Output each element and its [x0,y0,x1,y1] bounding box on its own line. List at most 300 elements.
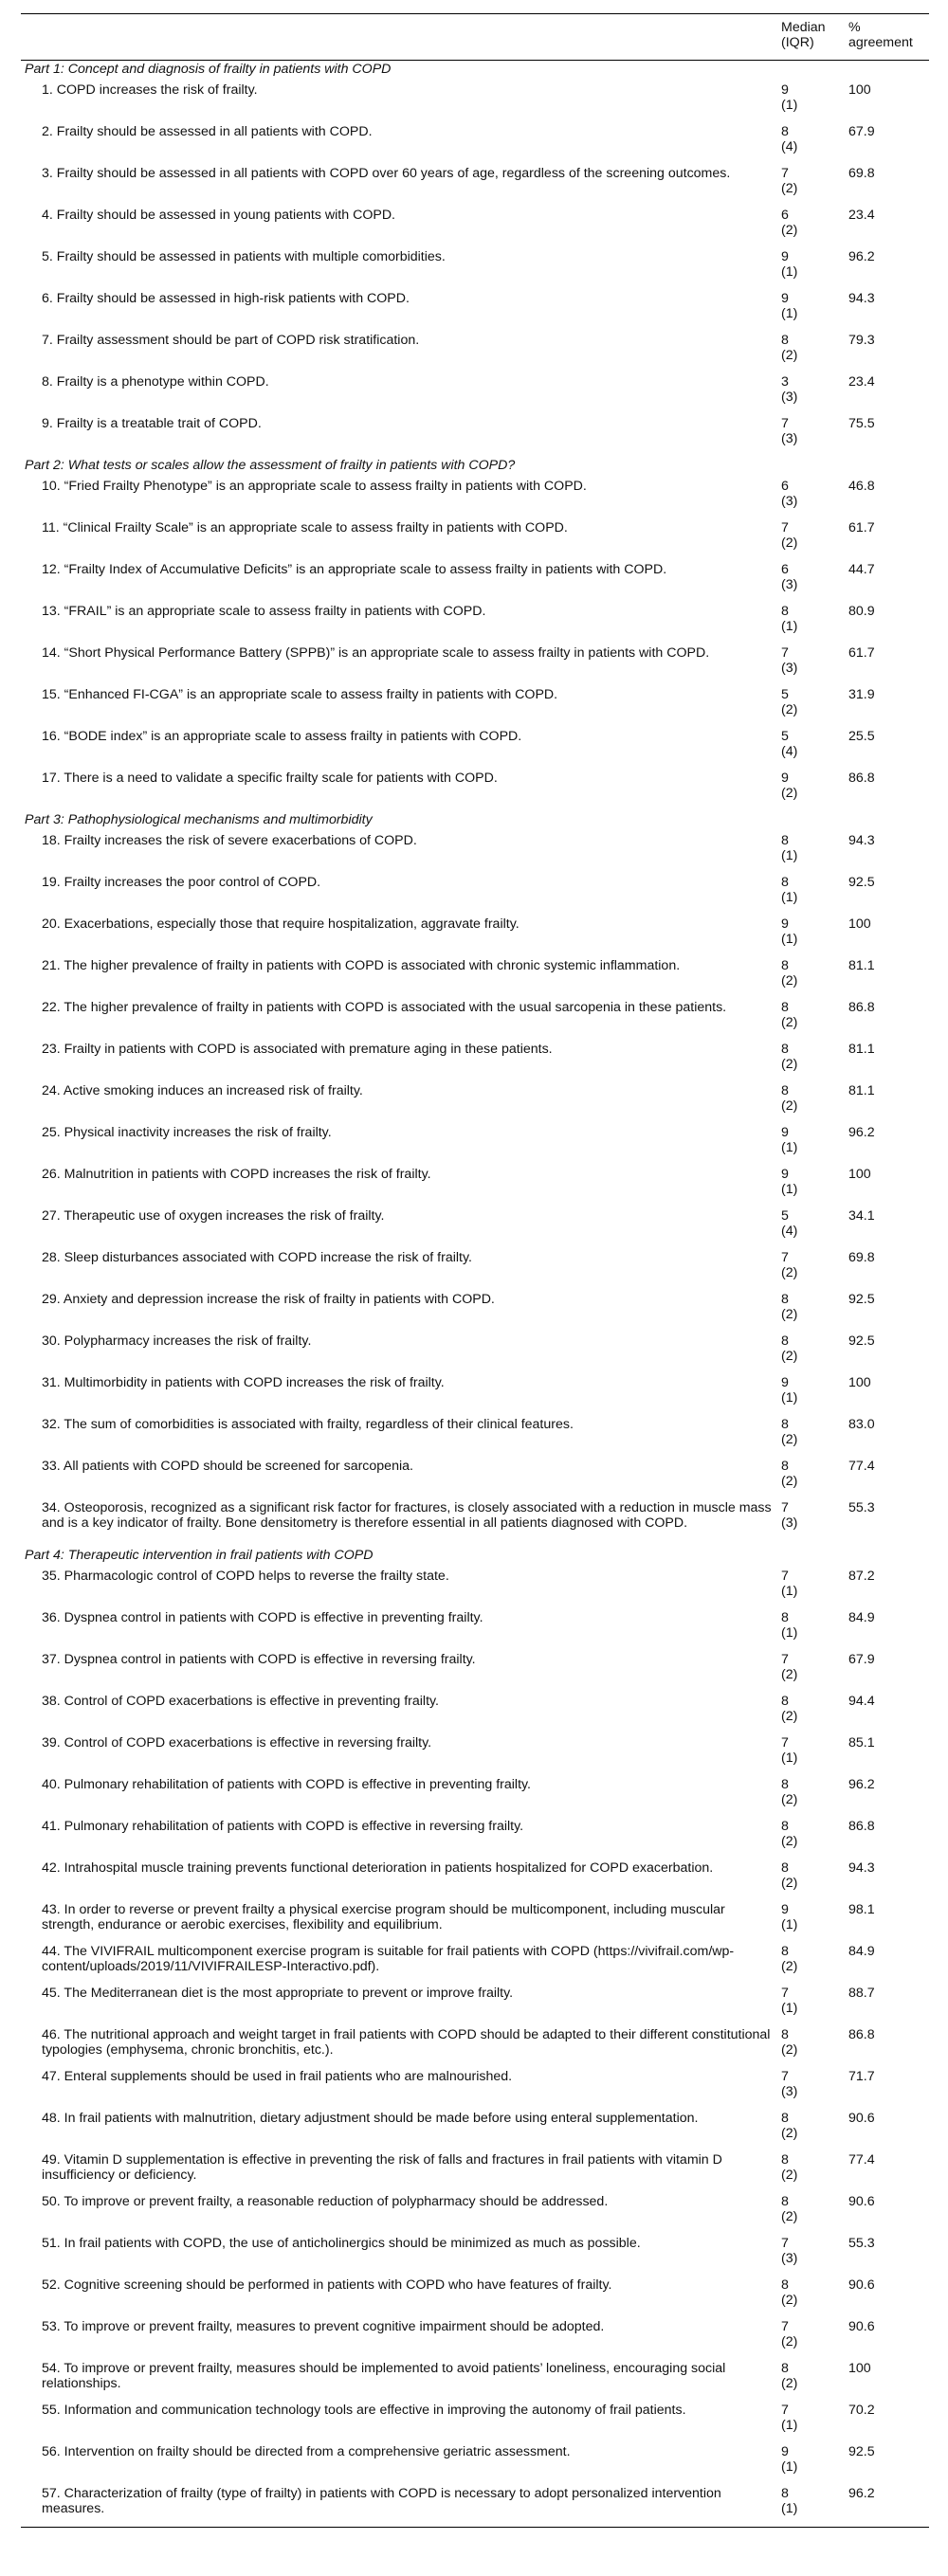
table-row [21,1943,929,1985]
iqr-value: (1) [781,2458,798,2475]
median-value: 9 [781,916,789,932]
table-row [21,1985,929,2026]
iqr-value: (1) [781,1181,798,1197]
statement-text: 28. Sleep disturbances associated with COPD increase the risk of frailty. [42,1250,472,1265]
agreement-value: 90.6 [848,2277,875,2293]
table-row [21,686,929,728]
iqr-value: (2) [781,2333,798,2349]
agreement-value: 61.7 [848,520,875,535]
median-value: 8 [781,604,789,619]
agreement-value: 81.1 [848,1042,875,1057]
table-row [21,373,929,415]
median-value: 8 [781,333,789,348]
agreement-value: 94.3 [848,291,875,306]
iqr-value: (1) [781,2500,798,2516]
iqr-value: (2) [781,1056,798,1072]
iqr-value: (2) [781,1431,798,1447]
table-row [21,1458,929,1499]
iqr-value: (4) [781,138,798,154]
statement-text: 24. Active smoking induces an increased risk of frailty. [42,1083,363,1098]
statement-text: 42. Intrahospital muscle training prevents functional deterioration in patients hospitalized for COPD exacerbation. [42,1860,714,1876]
iqr-value: (2) [781,1958,798,1974]
agreement-value: 88.7 [848,1986,875,2001]
median-value: 7 [781,645,789,661]
median-value: 8 [781,2361,789,2376]
iqr-value: (2) [781,1264,798,1280]
statement-text: 35. Pharmacologic control of COPD helps to reverse the frailty state. [42,1569,449,1584]
table-row [21,415,929,457]
table-row [21,728,929,770]
statement-text: 39. Control of COPD exacerbations is effective in reversing frailty. [42,1735,432,1751]
statement-text: 32. The sum of comorbidities is associated with frailty, regardless of their clinical features. [42,1417,574,1432]
agreement-value: 61.7 [848,645,875,661]
median-value: 9 [781,1902,789,1917]
statement-text: 34. Osteoporosis, recognized as a significant risk factor for fractures, is closely associated with a reduction in muscle mass and is a key indicator of frailty. Bone densitometry is therefore essential in all patients diagnosed with COPD. [42,1500,772,1531]
iqr-value: (1) [781,618,798,634]
statement-text: 21. The higher prevalence of frailty in patients with COPD is associated with chronic systemic inflammation. [42,958,681,973]
statement-text: 52. Cognitive screening should be performed in patients with COPD who have features of frailty. [42,2277,612,2293]
table-row [21,123,929,165]
median-value: 7 [781,1250,789,1265]
agreement-value: 79.3 [848,333,875,348]
table-row [21,2235,929,2277]
iqr-value: (2) [781,2208,798,2224]
iqr-value: (2) [781,535,798,551]
iqr-value: (2) [781,180,798,196]
median-value: 6 [781,479,789,494]
median-value: 9 [781,82,789,98]
agreement-value: 75.5 [848,416,875,431]
agreement-value: 92.5 [848,2444,875,2459]
agreement-value: 84.9 [848,1944,875,1959]
median-value: 8 [781,1459,789,1474]
median-value: 8 [781,833,789,848]
statement-text: 17. There is a need to validate a specific frailty scale for patients with COPD. [42,771,498,786]
table-row [21,1207,929,1249]
agreement-value: 55.3 [848,1500,875,1515]
statement-text: 41. Pulmonary rehabilitation of patients with COPD is effective in reversing frailty. [42,1819,524,1834]
statement-text: 19. Frailty increases the poor control of COPD. [42,875,321,890]
statement-text: 50. To improve or prevent frailty, a reasonable reduction of polypharmacy should be addressed. [42,2194,609,2209]
agreement-value: 94.3 [848,833,875,848]
median-value: 8 [781,1819,789,1834]
statement-text: 26. Malnutrition in patients with COPD increases the risk of frailty. [42,1167,431,1182]
median-value: 8 [781,1694,789,1709]
table-row [21,519,929,561]
statement-text: 40. Pulmonary rehabilitation of patients with COPD is effective in preventing frailty. [42,1777,531,1792]
median-value: 8 [781,2027,789,2042]
table-row [21,1693,929,1734]
iqr-value: (1) [781,2000,798,2016]
iqr-value: (2) [781,1306,798,1322]
agreement-value: 85.1 [848,1735,875,1751]
agreement-value: 86.8 [848,1819,875,1834]
iqr-value: (3) [781,2250,798,2266]
table-row [21,874,929,916]
iqr-value: (3) [781,493,798,509]
median-value: 7 [781,2319,789,2334]
median-value: 7 [781,2403,789,2418]
section-title: Part 2: What tests or scales allow the assessment of frailty in patients with COPD? [25,458,516,473]
statement-text: 51. In frail patients with COPD, the use of anticholinergics should be minimized as much as possible. [42,2236,641,2251]
iqr-value: (4) [781,743,798,759]
median-value: 7 [781,2236,789,2251]
agreement-value: 100 [848,1167,871,1182]
agreement-value: 77.4 [848,1459,875,1474]
agreement-value: 100 [848,916,871,932]
agreement-value: 90.6 [848,2194,875,2209]
table-row [21,770,929,811]
table-row [21,82,929,123]
median-value: 8 [781,2277,789,2293]
iqr-value: (2) [781,701,798,717]
agreement-value: 67.9 [848,124,875,139]
agreement-value: 46.8 [848,479,875,494]
iqr-value: (1) [781,263,798,280]
table-row [21,1333,929,1374]
agreement-value: 81.1 [848,1083,875,1098]
agreement-value: 100 [848,82,871,98]
agreement-value: 92.5 [848,1292,875,1307]
median-value: 7 [781,416,789,431]
statement-text: 23. Frailty in patients with COPD is associated with premature aging in these patients. [42,1042,553,1057]
median-value: 9 [781,2444,789,2459]
statement-text: 3. Frailty should be assessed in all patients with COPD over 60 years of age, regardless of the screening outcomes. [42,166,731,181]
median-value: 8 [781,2152,789,2168]
median-value: 8 [781,1333,789,1349]
section-title: Part 3: Pathophysiological mechanisms and multimorbidity [25,812,373,827]
table-row [21,832,929,874]
iqr-value: (2) [781,2125,798,2141]
table-row [21,2026,929,2068]
statement-text: 9. Frailty is a treatable trait of COPD. [42,416,262,431]
table-row [21,1082,929,1124]
agreement-value: 81.1 [848,958,875,973]
median-value: 8 [781,2111,789,2126]
statement-text: 55. Information and communication technology tools are effective in improving the autonomy of frail patients. [42,2403,686,2418]
table-row [21,478,929,519]
agreement-value: 77.4 [848,2152,875,2168]
median-value: 7 [781,1569,789,1584]
agreement-value: 87.2 [848,1569,875,1584]
statement-text: 30. Polypharmacy increases the risk of frailty. [42,1333,312,1349]
statement-text: 31. Multimorbidity in patients with COPD increases the risk of frailty. [42,1375,445,1390]
median-value: 5 [781,729,789,744]
table-row [21,1568,929,1609]
agreement-value: 94.4 [848,1694,875,1709]
iqr-value: (2) [781,1833,798,1849]
statement-text: 54. To improve or prevent frailty, measures should be implemented to avoid patients’ loneliness, encouraging social relationships. [42,2361,726,2391]
median-value: 6 [781,562,789,577]
statement-text: 53. To improve or prevent frailty, measures to prevent cognitive impairment should be adopted. [42,2319,605,2334]
iqr-value: (2) [781,222,798,238]
table-body [21,61,929,2528]
table-row [21,2151,929,2193]
table-row [21,1249,929,1291]
agreement-value: 70.2 [848,2403,875,2418]
iqr-value: (2) [781,1666,798,1682]
statement-text: 36. Dyspnea control in patients with COPD is effective in preventing frailty. [42,1610,483,1625]
agreement-value: 100 [848,2361,871,2376]
iqr-value: (4) [781,1223,798,1239]
consensus-table [21,13,929,2529]
section-title: Part 1: Concept and diagnosis of frailty in patients with COPD [25,62,392,77]
median-value: 9 [781,1167,789,1182]
statement-text: 16. “BODE index” is an appropriate scale to assess frailty in patients with COPD. [42,729,522,744]
iqr-value: (1) [781,931,798,947]
iqr-value: (2) [781,2041,798,2058]
iqr-value: (2) [781,1098,798,1114]
median-value: 8 [781,875,789,890]
agreement-value: 98.1 [848,1902,875,1917]
median-value: 8 [781,1083,789,1098]
table-row [21,1609,929,1651]
table-row [21,2402,929,2443]
statement-text: 56. Intervention on frailty should be directed from a comprehensive geriatric assessment. [42,2444,571,2459]
statement-text: 29. Anxiety and depression increase the risk of frailty in patients with COPD. [42,1292,495,1307]
table-row [21,1291,929,1333]
agreement-value: 44.7 [848,562,875,577]
table-row [21,248,929,290]
median-value: 3 [781,374,789,390]
agreement-value: 31.9 [848,687,875,702]
iqr-value: (1) [781,2417,798,2433]
table-row [21,2443,929,2485]
statement-text: 12. “Frailty Index of Accumulative Deficits” is an appropriate scale to assess frailty in patients with COPD. [42,562,667,577]
statement-text: 25. Physical inactivity increases the risk of frailty. [42,1125,332,1140]
table-row [21,999,929,1041]
table-row [21,644,929,686]
agreement-value: 55.3 [848,2236,875,2251]
iqr-value: (2) [781,2375,798,2391]
median-value: 7 [781,1986,789,2001]
median-value: 7 [781,520,789,535]
table-row [21,1499,929,1547]
agreement-value: 34.1 [848,1208,875,1224]
agreement-value: 69.8 [848,166,875,181]
iqr-value: (1) [781,1389,798,1406]
header-agreement: % agreement [845,14,929,61]
table-row [21,603,929,644]
statement-text: 22. The higher prevalence of frailty in patients with COPD is associated with the usual sarcopenia in these patients. [42,1000,727,1015]
agreement-value: 90.6 [848,2319,875,2334]
iqr-value: (3) [781,389,798,405]
iqr-value: (3) [781,1515,798,1531]
section-title: Part 4: Therapeutic intervention in frail patients with COPD [25,1548,374,1563]
median-value: 8 [781,1000,789,1015]
statement-text: 33. All patients with COPD should be screened for sarcopenia. [42,1459,413,1474]
iqr-value: (1) [781,1139,798,1155]
iqr-value: (2) [781,2167,798,2183]
median-value: 8 [781,1417,789,1432]
agreement-value: 71.7 [848,2069,875,2084]
median-value: 9 [781,1375,789,1390]
iqr-value: (1) [781,1583,798,1599]
median-value: 9 [781,1125,789,1140]
table-row [21,1859,929,1901]
median-value: 8 [781,124,789,139]
median-value: 7 [781,166,789,181]
agreement-value: 25.5 [848,729,875,744]
agreement-value: 96.2 [848,1125,875,1140]
statement-text: 5. Frailty should be assessed in patients with multiple comorbidities. [42,249,446,264]
agreement-value: 67.9 [848,1652,875,1667]
table-row [21,916,929,957]
section-row [21,61,929,82]
median-value: 7 [781,1652,789,1667]
statement-text: 27. Therapeutic use of oxygen increases the risk of frailty. [42,1208,385,1224]
median-value: 9 [781,771,789,786]
table-row [21,1166,929,1207]
table-row [21,2193,929,2235]
agreement-value: 92.5 [848,875,875,890]
table-row [21,332,929,373]
agreement-value: 94.3 [848,1860,875,1876]
iqr-value: (2) [781,1791,798,1807]
statement-text: 48. In frail patients with malnutrition, dietary adjustment should be made before using enteral supplementation. [42,2111,699,2126]
statement-text: 14. “Short Physical Performance Battery (SPPB)” is an appropriate scale to assess frailty in patients with COPD. [42,645,710,661]
header-statement [21,14,777,61]
table-row [21,165,929,207]
statement-text: 18. Frailty increases the risk of severe exacerbations of COPD. [42,833,417,848]
statement-text: 44. The VIVIFRAIL multicomponent exercise program is suitable for frail patients with COPD (https://vivifrail.com/wp-content/uploads/2019/11/VIVIFRAILESP-Interactivo.pdf). [42,1944,735,1974]
statement-text: 38. Control of COPD exacerbations is effective in preventing frailty. [42,1694,439,1709]
iqr-value: (2) [781,1708,798,1724]
table-row [21,1041,929,1082]
table-row [21,561,929,603]
median-value: 8 [781,1610,789,1625]
iqr-value: (2) [781,1473,798,1489]
table-bottom-rule [21,2528,929,2530]
median-value: 7 [781,1735,789,1751]
table-row [21,1776,929,1818]
agreement-value: 80.9 [848,604,875,619]
agreement-value: 92.5 [848,1333,875,1349]
table-row [21,2318,929,2360]
iqr-value: (2) [781,2292,798,2308]
iqr-value: (2) [781,1875,798,1891]
table-row [21,290,929,332]
table-header-row [21,14,929,61]
table-row [21,2360,929,2402]
median-value: 7 [781,1500,789,1515]
header-median: Median (IQR) [777,14,845,61]
section-row [21,1547,929,1568]
iqr-value: (3) [781,576,798,592]
iqr-value: (1) [781,305,798,321]
agreement-value: 96.2 [848,249,875,264]
iqr-value: (2) [781,1014,798,1030]
median-value: 9 [781,291,789,306]
section-row [21,457,929,478]
statement-text: 2. Frailty should be assessed in all patients with COPD. [42,124,373,139]
table-row [21,1651,929,1693]
table-row [21,1818,929,1859]
section-row [21,811,929,832]
iqr-value: (1) [781,97,798,113]
median-value: 6 [781,208,789,223]
statement-text: 13. “FRAIL” is an appropriate scale to assess frailty in patients with COPD. [42,604,486,619]
table-row [21,1374,929,1416]
statement-text: 1. COPD increases the risk of frailty. [42,82,258,98]
agreement-value: 83.0 [848,1417,875,1432]
table-row [21,1416,929,1458]
median-value: 8 [781,2194,789,2209]
iqr-value: (2) [781,785,798,801]
statement-text: 49. Vitamin D supplementation is effective in preventing the risk of falls and fractures in frail patients with vitamin D insufficiency or deficiency. [42,2152,722,2183]
iqr-value: (2) [781,1348,798,1364]
median-value: 8 [781,1292,789,1307]
median-value: 5 [781,1208,789,1224]
table-row [21,2110,929,2151]
median-value: 5 [781,687,789,702]
table-row [21,957,929,999]
statement-text: 47. Enteral supplements should be used in frail patients who are malnourished. [42,2069,513,2084]
statement-text: 4. Frailty should be assessed in young patients with COPD. [42,208,396,223]
table-row [21,207,929,248]
statement-text: 46. The nutritional approach and weight target in frail patients with COPD should be adapted to their different constitutional typologies (emphysema, chronic bronchitis, etc.). [42,2027,771,2058]
agreement-value: 86.8 [848,771,875,786]
statement-text: 7. Frailty assessment should be part of COPD risk stratification. [42,333,420,348]
statement-text: 6. Frailty should be assessed in high-risk patients with COPD. [42,291,410,306]
statement-text: 15. “Enhanced FI-CGA” is an appropriate scale to assess frailty in patients with COPD. [42,687,558,702]
median-value: 8 [781,2486,789,2501]
iqr-value: (1) [781,847,798,863]
statement-text: 45. The Mediterranean diet is the most appropriate to prevent or improve frailty. [42,1986,514,2001]
table-row [21,2277,929,2318]
iqr-value: (3) [781,660,798,676]
median-value: 8 [781,1042,789,1057]
iqr-value: (1) [781,1750,798,1766]
table-row [21,1734,929,1776]
iqr-value: (2) [781,972,798,989]
agreement-value: 84.9 [848,1610,875,1625]
table-row [21,1901,929,1943]
agreement-value: 69.8 [848,1250,875,1265]
agreement-value: 96.2 [848,1777,875,1792]
iqr-value: (3) [781,2083,798,2099]
statement-text: 20. Exacerbations, especially those that require hospitalization, aggravate frailty. [42,916,520,932]
agreement-value: 100 [848,1375,871,1390]
iqr-value: (3) [781,430,798,446]
agreement-value: 86.8 [848,2027,875,2042]
agreement-value: 23.4 [848,374,875,390]
agreement-value: 96.2 [848,2486,875,2501]
median-value: 8 [781,1777,789,1792]
median-value: 9 [781,249,789,264]
statement-text: 10. “Fried Frailty Phenotype” is an appropriate scale to assess frailty in patients with COPD. [42,479,587,494]
median-value: 7 [781,2069,789,2084]
iqr-value: (1) [781,1916,798,1932]
median-value: 8 [781,1944,789,1959]
median-value: 8 [781,1860,789,1876]
table-row [21,2068,929,2110]
agreement-value: 90.6 [848,2111,875,2126]
median-value: 8 [781,958,789,973]
agreement-value: 86.8 [848,1000,875,1015]
statement-text: 37. Dyspnea control in patients with COPD is effective in reversing frailty. [42,1652,476,1667]
iqr-value: (1) [781,889,798,905]
table-row [21,1124,929,1166]
statement-text: 43. In order to reverse or prevent frailty a physical exercise program should be multicomponent, including muscular strength, endurance or aerobic exercises, flexibility and equilibrium. [42,1902,725,1932]
statement-text: 57. Characterization of frailty (type of frailty) in patients with COPD is necessary to adopt personalized intervention measures. [42,2486,721,2516]
agreement-value: 23.4 [848,208,875,223]
iqr-value: (1) [781,1624,798,1641]
iqr-value: (2) [781,347,798,363]
statement-text: 8. Frailty is a phenotype within COPD. [42,374,269,390]
table-row [21,2485,929,2528]
statement-text: 11. “Clinical Frailty Scale” is an appropriate scale to assess frailty in patients with COPD. [42,520,568,535]
